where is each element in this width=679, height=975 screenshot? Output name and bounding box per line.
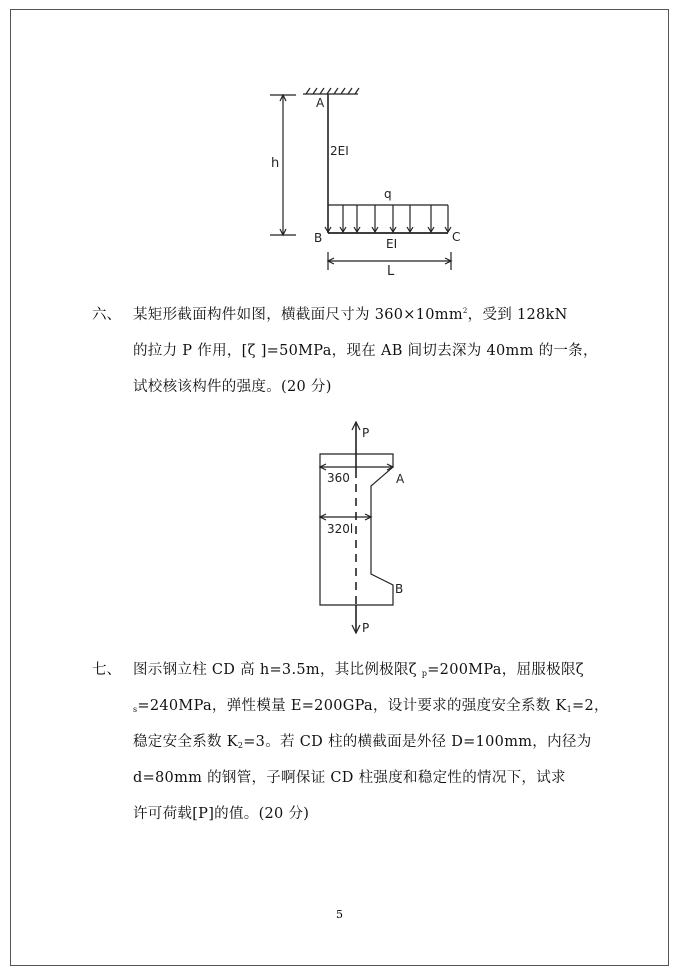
- q7-line5: 许可荷载[P]的值。(20 分): [133, 806, 310, 822]
- q7-line1-sub: p: [421, 669, 428, 678]
- label-a: A: [316, 96, 325, 110]
- label-q: q: [384, 187, 392, 201]
- label-320: 320l: [327, 522, 354, 536]
- label-b2: B: [395, 582, 404, 596]
- q7-line2: [133, 694, 609, 715]
- page-number: 5: [336, 908, 343, 921]
- q7-line2b: =2，: [572, 698, 609, 714]
- q6-line2: 的拉力 P 作用，[ζ ]=50MPa，现在 AB 间切去深为 40mm 的一条，: [133, 343, 598, 359]
- q7-line4: d=80mm 的钢管，子啊保证 CD 柱强度和稳定性的情况下，试求: [133, 770, 566, 786]
- label-c: C: [452, 230, 461, 244]
- label-b: B: [314, 231, 323, 245]
- distributed-load-arrows: [325, 205, 451, 232]
- label-p-bottom: P: [362, 621, 370, 635]
- q7-line3-sub: 2: [237, 741, 244, 750]
- figure-frame-diagram: [0, 0, 679, 300]
- q7-line1b: =200MPa，屈服极限ζ: [427, 662, 584, 678]
- q6-line3: 试校核该构件的强度。(20 分): [133, 379, 332, 395]
- label-360: 360: [327, 471, 350, 485]
- q6-line1-sup: 2: [462, 307, 468, 316]
- q7-line3a: 稳定安全系数 K: [133, 734, 238, 750]
- figure-notched-bar: [0, 400, 679, 650]
- label-a2: A: [396, 472, 405, 486]
- q7-line2-sub2: 1: [566, 705, 573, 714]
- q7-line2a: =240MPa，弹性模量 E=200GPa，设计要求的强度安全系数 K: [137, 698, 567, 714]
- q7-line2-sub: s: [133, 705, 138, 714]
- q6-line1-end: ，受到 128kN: [467, 307, 568, 323]
- label-h: h: [271, 156, 280, 171]
- label-l: L: [387, 264, 395, 279]
- support-hatch: [306, 88, 359, 94]
- q7-line1a: 图示钢立柱 CD 高 h=3.5m，其比例极限ζ: [133, 662, 422, 678]
- q7-line3b: =3。若 CD 柱的横截面是外径 D=100mm，内径为: [243, 734, 592, 750]
- q6-number: 六、: [92, 307, 121, 323]
- q6-line1: [133, 303, 568, 324]
- q6-line1-text: 某矩形截面构件如图，横截面尺寸为 360×10mm: [133, 307, 463, 323]
- label-p-top: P: [362, 426, 370, 440]
- label-2ei: 2EI: [330, 144, 349, 158]
- q7-line1: [133, 658, 584, 679]
- label-ei: EI: [386, 237, 398, 251]
- q7-line3: [133, 730, 592, 751]
- q7-number: 七、: [92, 662, 121, 678]
